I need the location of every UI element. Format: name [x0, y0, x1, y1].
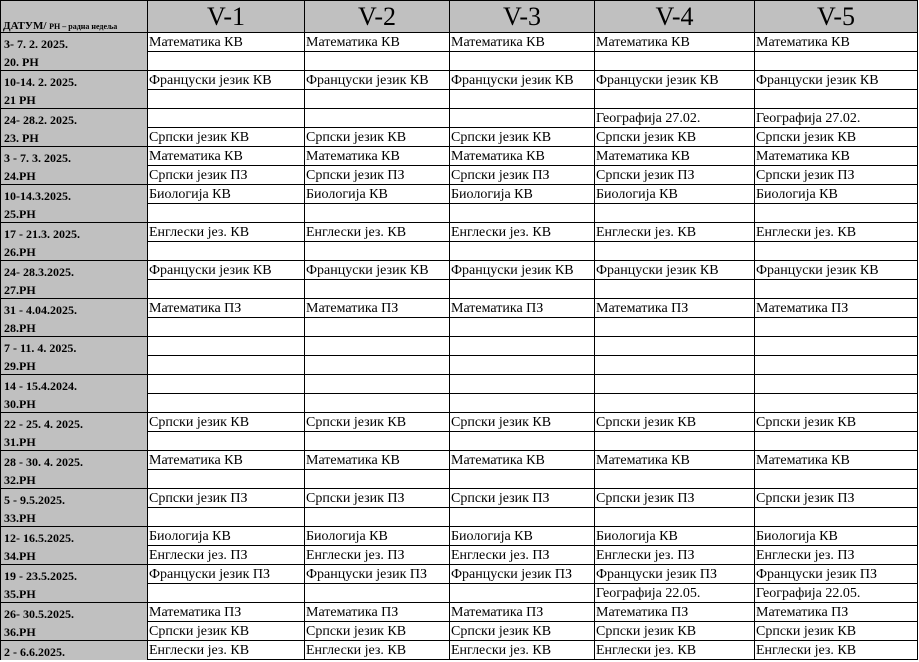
exam-cell-v2[interactable]	[305, 470, 450, 489]
exam-cell-v5[interactable]	[755, 432, 918, 451]
exam-cell-v4[interactable]	[595, 204, 755, 223]
exam-cell-v4[interactable]	[595, 318, 755, 337]
exam-cell-v3[interactable]: Математика КВ	[450, 451, 595, 470]
exam-cell-v2[interactable]: Биологија КВ	[305, 185, 450, 204]
exam-cell-v2[interactable]: Биологија КВ	[305, 527, 450, 546]
week-number: 35.РН	[1, 584, 148, 603]
schedule-row	[1, 489, 918, 508]
exam-cell-v1[interactable]: Математика ПЗ	[148, 603, 305, 622]
exam-cell-v4[interactable]: Енглески јез. КВ	[595, 641, 755, 660]
exam-cell-v5[interactable]: Српски језик ПЗ	[755, 166, 918, 185]
week-date-range: 24- 28.3.2025.	[1, 261, 148, 280]
week-number: 25.РН	[1, 204, 148, 223]
week-date-range: 10-14. 2. 2025.	[1, 71, 148, 90]
exam-cell-v4[interactable]	[595, 356, 755, 375]
schedule-row	[1, 185, 918, 204]
schedule-row	[1, 546, 918, 565]
exam-cell-v4[interactable]: Српски језик ПЗ	[595, 166, 755, 185]
exam-cell-v1[interactable]: Француски језик ПЗ	[148, 565, 305, 584]
exam-cell-v4[interactable]: Математика КВ	[595, 451, 755, 470]
exam-cell-v2[interactable]: Математика КВ	[305, 33, 450, 52]
date-column-header	[1, 1, 148, 33]
week-number: 30.РН	[1, 394, 148, 413]
week-number: 26.РН	[1, 242, 148, 261]
exam-cell-v3[interactable]	[450, 394, 595, 413]
exam-cell-v5[interactable]	[755, 337, 918, 356]
schedule-row	[1, 33, 918, 52]
exam-cell-v3[interactable]: Математика ПЗ	[450, 603, 595, 622]
schedule-row	[1, 337, 918, 356]
schedule-row	[1, 641, 918, 660]
exam-cell-v4[interactable]: Српски језик КВ	[595, 622, 755, 641]
exam-cell-v3[interactable]	[450, 90, 595, 109]
exam-cell-v5[interactable]	[755, 242, 918, 261]
exam-cell-v3[interactable]	[450, 432, 595, 451]
exam-cell-v2[interactable]: Енглески јез. КВ	[305, 641, 450, 660]
exam-cell-v2[interactable]: Енглески јез. КВ	[305, 223, 450, 242]
week-number: 23. РН	[1, 128, 148, 147]
exam-cell-v4[interactable]: Географија 27.02.	[595, 109, 755, 128]
class-header-v4: V-4	[595, 1, 755, 33]
exam-cell-v5[interactable]: Енглески јез. КВ	[755, 223, 918, 242]
exam-cell-v5[interactable]: Биологија КВ	[755, 527, 918, 546]
week-date-range: 19 - 23.5.2025.	[1, 565, 148, 584]
schedule-row	[1, 223, 918, 242]
exam-cell-v1[interactable]	[148, 109, 305, 128]
schedule-row	[1, 280, 918, 299]
exam-cell-v1[interactable]	[148, 318, 305, 337]
exam-cell-v3[interactable]	[450, 337, 595, 356]
exam-cell-v1[interactable]: Српски језик КВ	[148, 128, 305, 147]
exam-cell-v2[interactable]	[305, 90, 450, 109]
exam-cell-v4[interactable]: Српски језик КВ	[595, 413, 755, 432]
schedule-row	[1, 584, 918, 603]
exam-cell-v5[interactable]: Француски језик КВ	[755, 261, 918, 280]
exam-cell-v2[interactable]: Енглески јез. ПЗ	[305, 546, 450, 565]
class-header-v3: V-3	[450, 1, 595, 33]
exam-cell-v1[interactable]	[148, 52, 305, 71]
week-date-range: 24- 28.2. 2025.	[1, 109, 148, 128]
exam-cell-v3[interactable]: Српски језик КВ	[450, 413, 595, 432]
week-date-range: 10-14.3.2025.	[1, 185, 148, 204]
schedule-row	[1, 451, 918, 470]
exam-cell-v4[interactable]	[595, 375, 755, 394]
exam-cell-v2[interactable]	[305, 584, 450, 603]
exam-cell-v4[interactable]: Математика ПЗ	[595, 299, 755, 318]
exam-cell-v2[interactable]	[305, 432, 450, 451]
exam-cell-v1[interactable]: Српски језик ПЗ	[148, 166, 305, 185]
exam-cell-v4[interactable]: Биологија КВ	[595, 527, 755, 546]
schedule-row	[1, 603, 918, 622]
exam-cell-v3[interactable]: Француски језик КВ	[450, 261, 595, 280]
week-number: 32.РН	[1, 470, 148, 489]
schedule-row	[1, 261, 918, 280]
exam-cell-v5[interactable]: Математика КВ	[755, 33, 918, 52]
exam-cell-v1[interactable]: Енглески јез. КВ	[148, 641, 305, 660]
exam-cell-v2[interactable]: Српски језик КВ	[305, 128, 450, 147]
exam-cell-v3[interactable]	[450, 242, 595, 261]
exam-cell-v2[interactable]: Математика КВ	[305, 451, 450, 470]
exam-cell-v5[interactable]: Енглески јез. КВ	[755, 641, 918, 660]
exam-cell-v3[interactable]	[450, 52, 595, 71]
schedule-row	[1, 470, 918, 489]
exam-cell-v2[interactable]	[305, 242, 450, 261]
exam-cell-v5[interactable]	[755, 204, 918, 223]
exam-cell-v4[interactable]	[595, 280, 755, 299]
exam-cell-v2[interactable]: Француски језик КВ	[305, 71, 450, 90]
exam-cell-v5[interactable]: Математика ПЗ	[755, 603, 918, 622]
exam-cell-v5[interactable]: Француски језик КВ	[755, 71, 918, 90]
exam-cell-v3[interactable]	[450, 204, 595, 223]
week-number: 28.РН	[1, 318, 148, 337]
exam-cell-v3[interactable]: Француски језик КВ	[450, 71, 595, 90]
exam-cell-v4[interactable]: Географија 22.05.	[595, 584, 755, 603]
exam-cell-v1[interactable]: Француски језик КВ	[148, 261, 305, 280]
exam-cell-v5[interactable]	[755, 394, 918, 413]
exam-cell-v4[interactable]	[595, 470, 755, 489]
exam-cell-v3[interactable]: Биологија КВ	[450, 185, 595, 204]
week-number: 31.РН	[1, 432, 148, 451]
exam-cell-v4[interactable]	[595, 90, 755, 109]
schedule-row	[1, 565, 918, 584]
exam-cell-v1[interactable]: Биологија КВ	[148, 527, 305, 546]
exam-cell-v3[interactable]: Математика КВ	[450, 33, 595, 52]
exam-cell-v3[interactable]: Српски језик КВ	[450, 622, 595, 641]
week-date-range: 3 - 7. 3. 2025.	[1, 147, 148, 166]
date-header-label: ДАТУМ/	[3, 20, 47, 32]
exam-cell-v2[interactable]	[305, 394, 450, 413]
schedule-body	[1, 33, 918, 660]
schedule-row	[1, 109, 918, 128]
exam-cell-v5[interactable]	[755, 52, 918, 71]
exam-cell-v1[interactable]	[148, 204, 305, 223]
exam-cell-v1[interactable]: Математика ПЗ	[148, 299, 305, 318]
schedule-row	[1, 299, 918, 318]
exam-cell-v3[interactable]: Математика ПЗ	[450, 299, 595, 318]
exam-cell-v2[interactable]	[305, 508, 450, 527]
exam-cell-v2[interactable]	[305, 280, 450, 299]
exam-cell-v1[interactable]: Биологија КВ	[148, 185, 305, 204]
exam-cell-v1[interactable]	[148, 375, 305, 394]
exam-cell-v5[interactable]	[755, 356, 918, 375]
exam-cell-v3[interactable]: Биологија КВ	[450, 527, 595, 546]
exam-cell-v4[interactable]: Математика КВ	[595, 147, 755, 166]
exam-cell-v3[interactable]	[450, 470, 595, 489]
schedule-row	[1, 622, 918, 641]
exam-cell-v2[interactable]: Математика ПЗ	[305, 603, 450, 622]
exam-cell-v1[interactable]: Српски језик КВ	[148, 622, 305, 641]
schedule-row	[1, 527, 918, 546]
exam-cell-v4[interactable]	[595, 508, 755, 527]
exam-cell-v4[interactable]: Српски језик КВ	[595, 128, 755, 147]
exam-cell-v2[interactable]: Француски језик ПЗ	[305, 565, 450, 584]
schedule-row	[1, 318, 918, 337]
schedule-row	[1, 508, 918, 527]
exam-cell-v5[interactable]	[755, 375, 918, 394]
exam-cell-v2[interactable]	[305, 375, 450, 394]
exam-cell-v5[interactable]: Географија 27.02.	[755, 109, 918, 128]
schedule-row	[1, 356, 918, 375]
exam-cell-v1[interactable]: Математика КВ	[148, 147, 305, 166]
exam-cell-v4[interactable]: Математика ПЗ	[595, 603, 755, 622]
week-date-range: 17 - 21.3. 2025.	[1, 223, 148, 242]
exam-cell-v5[interactable]: Српски језик КВ	[755, 622, 918, 641]
exam-cell-v2[interactable]: Математика КВ	[305, 147, 450, 166]
exam-cell-v1[interactable]	[148, 584, 305, 603]
exam-cell-v3[interactable]: Математика КВ	[450, 147, 595, 166]
week-date-range: 3- 7. 2. 2025.	[1, 33, 148, 52]
exam-cell-v4[interactable]: Биологија КВ	[595, 185, 755, 204]
exam-cell-v4[interactable]	[595, 242, 755, 261]
exam-cell-v1[interactable]	[148, 90, 305, 109]
exam-cell-v4[interactable]: Српски језик ПЗ	[595, 489, 755, 508]
exam-cell-v1[interactable]: Математика КВ	[148, 451, 305, 470]
exam-cell-v5[interactable]: Биологија КВ	[755, 185, 918, 204]
exam-cell-v3[interactable]	[450, 584, 595, 603]
exam-cell-v1[interactable]: Енглески јез. КВ	[148, 223, 305, 242]
exam-cell-v2[interactable]: Француски језик КВ	[305, 261, 450, 280]
week-date-range: 14 - 15.4.2024.	[1, 375, 148, 394]
exam-cell-v1[interactable]	[148, 508, 305, 527]
exam-cell-v2[interactable]	[305, 356, 450, 375]
exam-cell-v3[interactable]	[450, 109, 595, 128]
exam-cell-v3[interactable]: Енглески јез. ПЗ	[450, 546, 595, 565]
exam-cell-v3[interactable]	[450, 280, 595, 299]
schedule-row	[1, 242, 918, 261]
exam-cell-v4[interactable]: Француски језик ПЗ	[595, 565, 755, 584]
exam-cell-v3[interactable]	[450, 318, 595, 337]
week-number: 21 РН	[1, 90, 148, 109]
week-number: 29.РН	[1, 356, 148, 375]
exam-cell-v3[interactable]: Француски језик ПЗ	[450, 565, 595, 584]
exam-cell-v5[interactable]: Математика КВ	[755, 147, 918, 166]
week-date-range: 2 - 6.6.2025.	[1, 641, 148, 660]
exam-cell-v5[interactable]: Математика КВ	[755, 451, 918, 470]
exam-cell-v4[interactable]: Математика КВ	[595, 33, 755, 52]
exam-cell-v3[interactable]: Енглески јез. КВ	[450, 641, 595, 660]
week-number: 34.РН	[1, 546, 148, 565]
exam-cell-v3[interactable]: Српски језик КВ	[450, 128, 595, 147]
exam-cell-v5[interactable]: Енглески јез. ПЗ	[755, 546, 918, 565]
exam-cell-v3[interactable]	[450, 508, 595, 527]
class-header-v1: V-1	[148, 1, 305, 33]
exam-cell-v5[interactable]: Француски језик ПЗ	[755, 565, 918, 584]
date-header-sublabel: РН – радна недеља	[49, 22, 118, 31]
schedule-row	[1, 90, 918, 109]
schedule-row	[1, 413, 918, 432]
exam-cell-v1[interactable]	[148, 356, 305, 375]
exam-cell-v1[interactable]: Српски језик КВ	[148, 413, 305, 432]
schedule-row	[1, 52, 918, 71]
exam-cell-v3[interactable]: Енглески јез. КВ	[450, 223, 595, 242]
schedule-row	[1, 204, 918, 223]
class-header-v2: V-2	[305, 1, 450, 33]
exam-cell-v5[interactable]: Математика ПЗ	[755, 299, 918, 318]
exam-cell-v5[interactable]	[755, 280, 918, 299]
exam-cell-v5[interactable]: Географија 22.05.	[755, 584, 918, 603]
exam-cell-v2[interactable]: Српски језик ПЗ	[305, 166, 450, 185]
exam-cell-v4[interactable]	[595, 394, 755, 413]
exam-cell-v1[interactable]	[148, 432, 305, 451]
week-number: 36.РН	[1, 622, 148, 641]
exam-cell-v2[interactable]	[305, 109, 450, 128]
header-row	[1, 1, 918, 33]
exam-cell-v5[interactable]: Српски језик КВ	[755, 128, 918, 147]
exam-cell-v1[interactable]	[148, 280, 305, 299]
exam-cell-v1[interactable]	[148, 394, 305, 413]
exam-cell-v2[interactable]	[305, 204, 450, 223]
exam-cell-v1[interactable]	[148, 242, 305, 261]
exam-cell-v2[interactable]: Српски језик КВ	[305, 413, 450, 432]
week-number: 27.РН	[1, 280, 148, 299]
exam-cell-v1[interactable]	[148, 470, 305, 489]
week-date-range: 26- 30.5.2025.	[1, 603, 148, 622]
exam-cell-v5[interactable]	[755, 90, 918, 109]
week-date-range: 5 - 9.5.2025.	[1, 489, 148, 508]
exam-cell-v4[interactable]: Француски језик КВ	[595, 71, 755, 90]
schedule-row	[1, 147, 918, 166]
exam-cell-v4[interactable]	[595, 337, 755, 356]
week-date-range: 22 - 25. 4. 2025.	[1, 413, 148, 432]
exam-cell-v1[interactable]: Српски језик ПЗ	[148, 489, 305, 508]
exam-cell-v2[interactable]	[305, 52, 450, 71]
exam-cell-v5[interactable]	[755, 470, 918, 489]
week-number: 33.РН	[1, 508, 148, 527]
exam-cell-v4[interactable]: Енглески јез. ПЗ	[595, 546, 755, 565]
schedule-row	[1, 432, 918, 451]
exam-cell-v2[interactable]	[305, 337, 450, 356]
exam-cell-v1[interactable]: Француски језик КВ	[148, 71, 305, 90]
exam-cell-v4[interactable]	[595, 52, 755, 71]
exam-cell-v1[interactable]	[148, 337, 305, 356]
schedule-row	[1, 394, 918, 413]
exam-cell-v2[interactable]: Српски језик ПЗ	[305, 489, 450, 508]
week-number: 24.РН	[1, 166, 148, 185]
week-date-range: 31 - 4.04.2025.	[1, 299, 148, 318]
week-number: 20. РН	[1, 52, 148, 71]
exam-cell-v4[interactable]	[595, 432, 755, 451]
week-date-range: 28 - 30. 4. 2025.	[1, 451, 148, 470]
exam-cell-v2[interactable]: Математика ПЗ	[305, 299, 450, 318]
week-date-range: 7 - 11. 4. 2025.	[1, 337, 148, 356]
exam-cell-v5[interactable]	[755, 318, 918, 337]
exam-cell-v3[interactable]	[450, 375, 595, 394]
exam-cell-v5[interactable]: Српски језик КВ	[755, 413, 918, 432]
exam-cell-v3[interactable]: Српски језик ПЗ	[450, 166, 595, 185]
exam-cell-v3[interactable]: Српски језик ПЗ	[450, 489, 595, 508]
class-header-v5: V-5	[755, 1, 918, 33]
week-date-range: 12- 16.5.2025.	[1, 527, 148, 546]
exam-cell-v1[interactable]: Енглески јез. ПЗ	[148, 546, 305, 565]
schedule-row	[1, 71, 918, 90]
exam-cell-v4[interactable]: Енглески јез. КВ	[595, 223, 755, 242]
exam-cell-v3[interactable]	[450, 356, 595, 375]
exam-cell-v2[interactable]: Српски језик КВ	[305, 622, 450, 641]
schedule-row	[1, 128, 918, 147]
exam-cell-v1[interactable]: Математика КВ	[148, 33, 305, 52]
exam-cell-v5[interactable]	[755, 508, 918, 527]
schedule-row	[1, 375, 918, 394]
exam-cell-v4[interactable]: Француски језик КВ	[595, 261, 755, 280]
exam-cell-v5[interactable]: Српски језик ПЗ	[755, 489, 918, 508]
schedule-row	[1, 166, 918, 185]
exam-cell-v2[interactable]	[305, 318, 450, 337]
